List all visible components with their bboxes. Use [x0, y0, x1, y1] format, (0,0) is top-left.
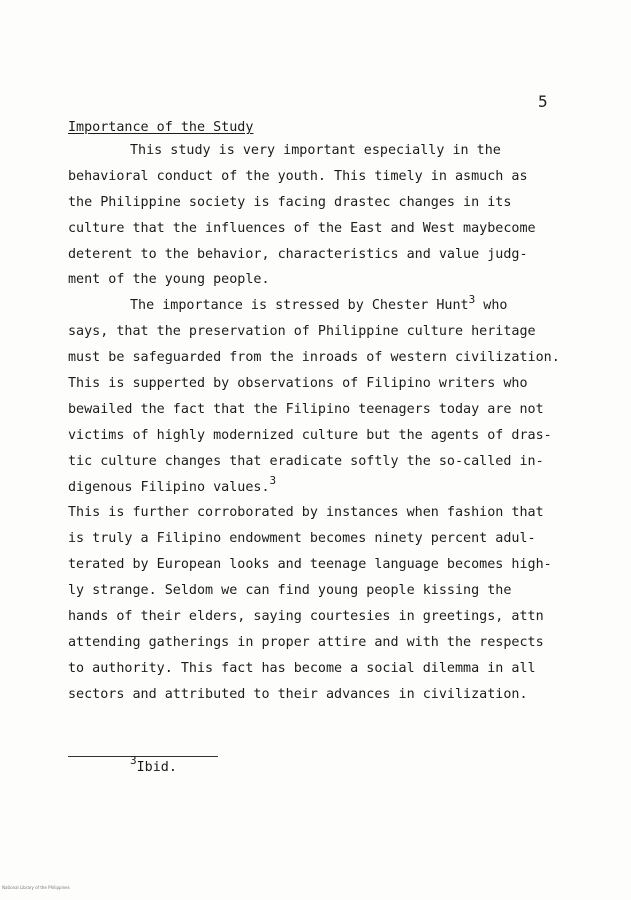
page-number: 5 [538, 92, 548, 111]
text-line [68, 293, 608, 319]
text-line: to authority. This fact has become a social dilemma in all [68, 660, 536, 676]
footnote-marker: 3 [130, 753, 137, 767]
text-line [68, 475, 608, 501]
text-line: ly strange. Seldom we can find young people kissing the [68, 583, 512, 599]
text-line: sectors and attributed to their advances in civilization. [68, 686, 528, 702]
text-line: terated by European looks and teenage language becomes high- [68, 557, 552, 573]
text-line: This is further corroborated by instances when fashion that [68, 505, 544, 521]
footnote [130, 753, 177, 778]
text-line: This is supperted by observations of Filipino writers who [68, 376, 528, 392]
paragraph-1 [68, 138, 608, 293]
footnote-divider [68, 756, 218, 757]
body-text [68, 138, 608, 708]
text-segment: The importance is stressed by Chester Hunt [130, 298, 469, 314]
paragraph-3 [68, 500, 608, 707]
text-line: says, that the preservation of Philippine culture heritage [68, 324, 536, 340]
text-line: ment of the young people. [68, 272, 270, 288]
text-line: deterent to the behavior, characteristics and value judg- [68, 246, 528, 262]
text-segment: digenous Filipino values. [68, 479, 270, 495]
text-line: tic culture changes that eradicate softly the so-called in- [68, 453, 544, 469]
text-line: hands of their elders, saying courtesies in greetings, attn [68, 609, 544, 625]
text-line: behavioral conduct of the youth. This timely in asmuch as [68, 168, 528, 184]
text-line: is truly a Filipino endowment becomes ninety percent adul- [68, 531, 536, 547]
text-line: attending gatherings in proper attire and with the respects [68, 634, 544, 650]
section-heading: Importance of the Study [68, 120, 254, 135]
text-line: must be safeguarded from the inroads of western civilization. [68, 350, 560, 366]
paragraph-2 [68, 293, 608, 500]
text-line: victims of highly modernized culture but the agents of dras- [68, 427, 552, 443]
text-line: the Philippine society is facing drastec changes in its [68, 194, 512, 210]
text-line: culture that the influences of the East and West maybecome [68, 220, 536, 236]
footnote-reference: 3 [269, 474, 277, 488]
footnote-text: Ibid. [136, 760, 177, 775]
footnote-reference: 3 [468, 292, 476, 306]
text-line: bewailed the fact that the Filipino teenagers today are not [68, 401, 544, 417]
text-line: This study is very important especially in the [130, 143, 501, 158]
library-watermark: National Library of the Philippines [2, 885, 70, 890]
text-segment: who [475, 298, 508, 314]
